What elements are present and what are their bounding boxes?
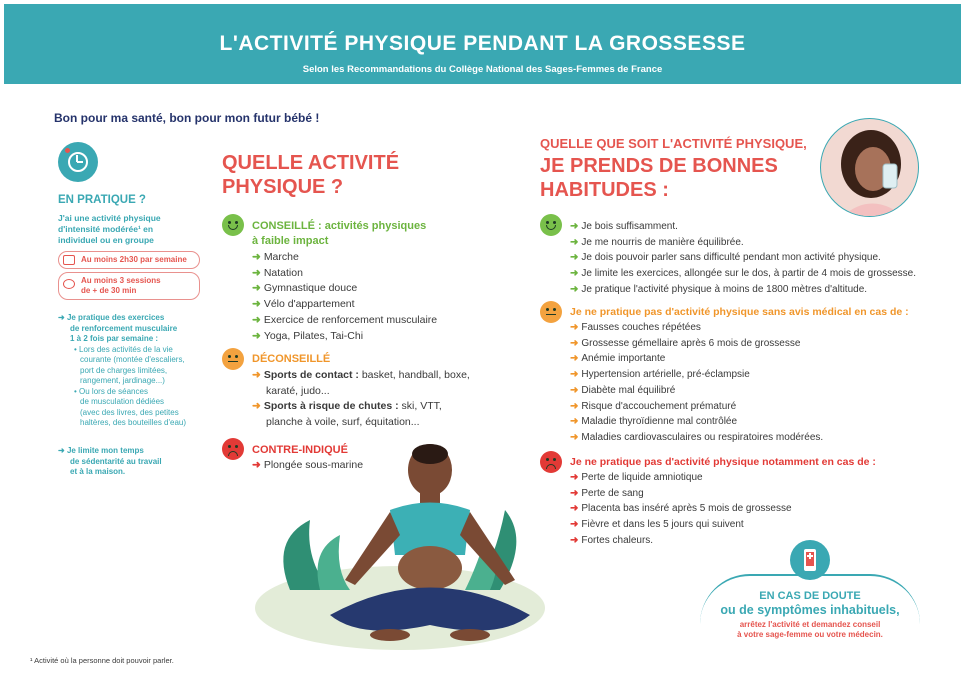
list-item: ➜ Marche: [252, 251, 299, 263]
sad-smiley-icon: [540, 451, 562, 473]
sedentary-block: ➜ Je limite mon temps de sédentarité au travail et à la maison.: [58, 446, 162, 476]
list-item: ➜ Sports de contact : basket, handball, boxe,: [252, 369, 470, 381]
happy-smiley-icon: [222, 214, 244, 236]
list-item: ➜ Je limite les exercices, allongée sur le dos, à partir de 4 mois de grossesse.: [570, 268, 916, 280]
list-item: ➜ Maladie thyroïdienne mal contrôlée: [570, 416, 738, 428]
doubt-subheading: ou de symptômes inhabituels,: [720, 603, 900, 617]
list-item: ➜ Je bois suffisamment.: [570, 221, 678, 232]
duration-pill: Au moins 2h30 par semaine: [58, 251, 200, 269]
list-item: ➜ Placenta bas inséré après 5 mois de grossesse: [570, 503, 792, 515]
recommended-heading: CONSEILLÉ : activités physiques à faible impact: [252, 220, 427, 247]
sad-smiley-icon: [222, 438, 244, 460]
list-item: ➜ Sports à risque de chutes : ski, VTT,: [252, 400, 442, 413]
happy-smiley-icon: [540, 214, 562, 236]
page-title: L'ACTIVITÉ PHYSIQUE PENDANT LA GROSSESSE: [219, 32, 746, 55]
recommended-list: [252, 250, 437, 344]
practice-intro: J'ai une activité physique d'intensité modérée¹ en individuel ou en groupe: [58, 213, 161, 245]
list-item: ➜ Je dois pouvoir parler sans difficulté pendant mon activité physique.: [570, 252, 881, 264]
yoga-woman-illustration: [250, 440, 570, 675]
list-item: ➜ Grossesse gémellaire après 6 mois de grossesse: [570, 337, 801, 349]
stop-list: [570, 470, 792, 549]
header-banner: [4, 4, 961, 84]
strength-block: ➜ Je pratique des exercices de renforcement musculaire 1 à 2 fois par semaine : • Lors des activités de la vie courante (montée d'escaliers, port de charges limitées, rangement, jardinage...) • Ou lors de séances de musculation dédiées (avec des livres, des petites haltères, des bouteilles d'eau): [58, 313, 187, 427]
sessions-icon: [63, 279, 75, 289]
list-item: ➜ Fièvre et dans les 5 jours qui suivent: [570, 519, 744, 531]
list-item: ➜ Fortes chaleurs.: [570, 534, 654, 546]
habits-title-line1: QUELLE QUE SOIT L'ACTIVITÉ PHYSIQUE,: [540, 136, 807, 151]
habits-list: [570, 219, 916, 298]
list-item: ➜ Gymnastique douce: [252, 282, 358, 295]
list-item: ➜ Hypertension artérielle, pré-éclampsie: [570, 369, 750, 381]
woman-drinking-avatar: [820, 118, 919, 217]
list-item: ➜ Diabète mal équilibré: [570, 384, 676, 396]
tagline: Bon pour ma santé, bon pour mon futur bébé !: [54, 111, 320, 125]
habits-title: JE PRENDS DE BONNES HABITUDES :: [540, 155, 778, 201]
contraindicated-heading: CONTRE-INDIQUÉ: [252, 444, 348, 456]
activity-title: QUELLE ACTIVITÉ PHYSIQUE ?: [222, 152, 400, 198]
neutral-smiley-icon: [222, 348, 244, 370]
list-item: ➜ Je me nourris de manière équilibrée.: [570, 236, 744, 248]
stop-heading: Je ne pratique pas d'activité physique notamment en cas de :: [570, 456, 876, 468]
list-item: ➜ Yoga, Pilates, Tai-Chi: [252, 329, 364, 342]
footnote: ¹ Activité où la personne doit pouvoir parler.: [30, 656, 174, 665]
list-item: ➜ Vélo d'appartement: [252, 298, 355, 311]
list-item: ➜ Anémie importante: [570, 353, 666, 365]
list-item: ➜ Je pratique l'activité physique à moins de 1800 mètres d'altitude.: [570, 283, 868, 295]
list-item: ➜ Natation: [252, 266, 303, 279]
list-item: ➜ Risque d'accouchement prématuré: [570, 400, 737, 412]
clock-icon: [58, 142, 98, 182]
doubt-advice: arrêtez l'activité et demandez conseil à votre sage-femme ou votre médecin.: [737, 620, 883, 639]
list-item: ➜ Exercice de renforcement musculaire: [252, 313, 438, 326]
discouraged-list: ➜ Sports de contact : basket, handball, boxe, karaté, judo... ➜ Sports à risque de chutes : ski, VTT, planche à voile, surf, équitation...: [252, 369, 470, 429]
medical-advice-heading: Je ne pratique pas d'activité physique sans avis médical en cas de :: [570, 306, 909, 318]
calendar-icon: [63, 255, 75, 265]
medical-advice-list: [570, 320, 823, 446]
list-item: ➜ Perte de liquide amniotique: [570, 472, 703, 483]
phone-icon: [790, 540, 830, 580]
list-item: ➜ Maladies cardiovasculaires ou respiratoires modérées.: [570, 431, 824, 443]
practice-heading: EN PRATIQUE ?: [58, 194, 146, 206]
page-subtitle: Selon les Recommandations du Collège National des Sages-Femmes de France: [302, 64, 663, 75]
sessions-pill: Au moins 3 sessions de + de 30 min: [58, 272, 200, 300]
neutral-smiley-icon: [540, 301, 562, 323]
list-item: ➜ Fausses couches répétées: [570, 322, 701, 333]
doubt-heading: EN CAS DE DOUTE: [759, 590, 861, 602]
list-item: ➜ Perte de sang: [570, 487, 644, 499]
list-item: ➜ Plongée sous-marine: [252, 459, 364, 471]
discouraged-heading: DÉCONSEILLÉ: [252, 353, 331, 365]
